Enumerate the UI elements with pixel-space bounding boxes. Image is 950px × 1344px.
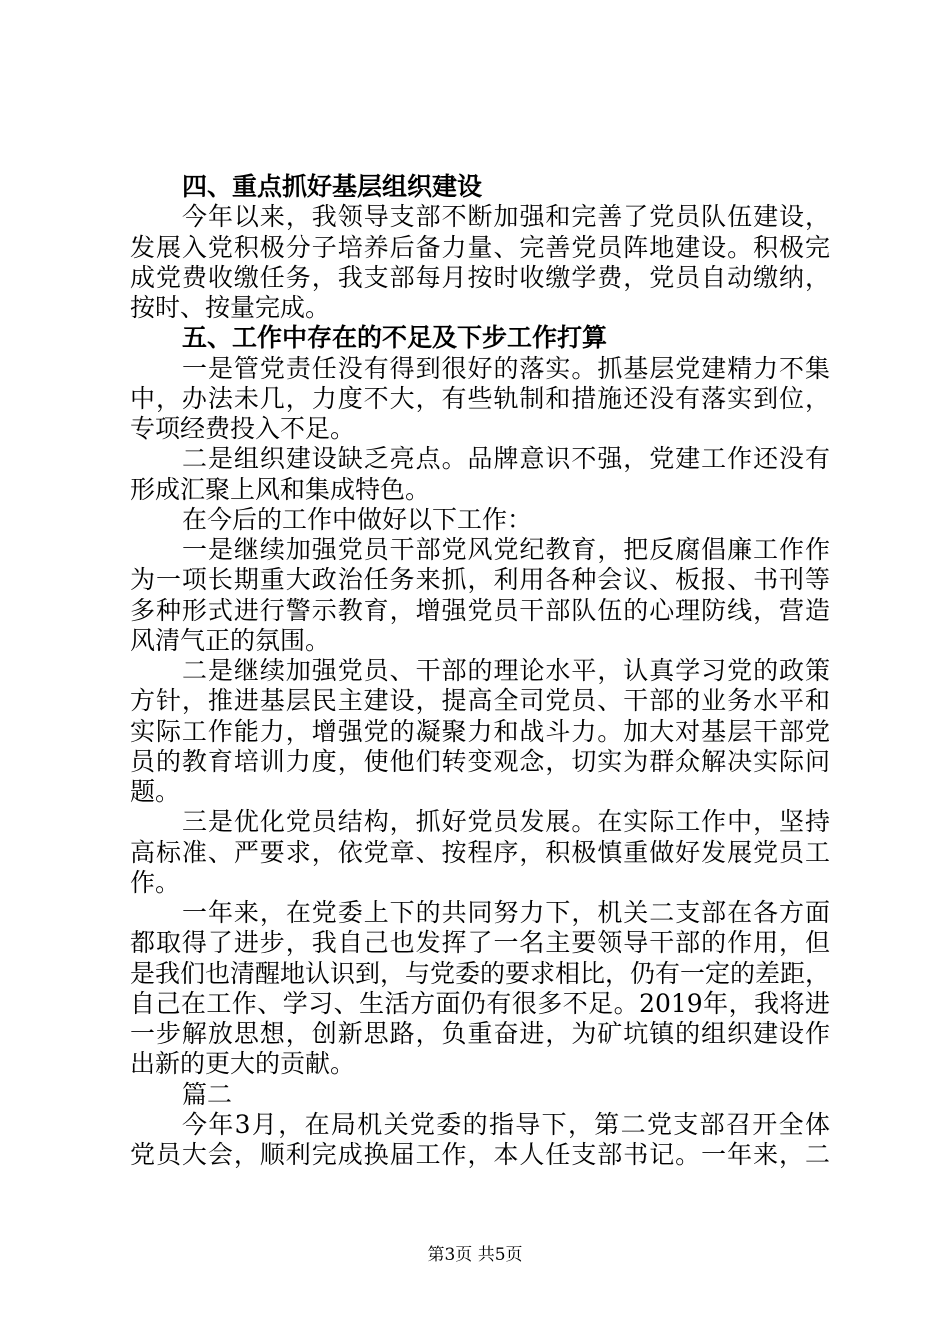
paragraph-line: 今年3月，在局机关党委的指导下，第二党支部召开全体	[182, 1110, 830, 1139]
paragraph-line: 一年来，在党委上下的共同努力下，机关二支部在各方面	[182, 898, 830, 927]
paragraph-line: 高标准、严要求，依党章、按程序，积极慎重做好发展党员工	[130, 838, 830, 867]
paragraph-line: 题。	[130, 777, 181, 806]
paragraph-line: 员的教育培训力度，使他们转变观念，切实为群众解决实际问	[130, 747, 830, 776]
paragraph-line: 一是继续加强党员干部党风党纪教育，把反腐倡廉工作作	[182, 535, 830, 564]
paragraph-line: 篇二	[182, 1080, 233, 1109]
paragraph-line: 二是组织建设缺乏亮点。品牌意识不强，党建工作还没有	[182, 444, 830, 473]
paragraph-line: 出新的更大的贡献。	[130, 1049, 356, 1078]
paragraph-line: 在今后的工作中做好以下工作：	[182, 505, 533, 534]
paragraph-line: 按时、按量完成。	[130, 293, 331, 322]
paragraph-line: 自己在工作、学习、生活方面仍有很多不足。2019年，我将进	[130, 989, 830, 1018]
paragraph-line: 方针，推进基层民主建设，提高全司党员、干部的业务水平和	[130, 686, 830, 715]
paragraph-line: 三是优化党员结构，抓好党员发展。在实际工作中，坚持	[182, 807, 830, 836]
paragraph-line: 实际工作能力，增强党的凝聚力和战斗力。加大对基层干部党	[130, 717, 830, 746]
section-heading: 五、工作中存在的不足及下步工作打算	[182, 323, 608, 352]
paragraph-line: 是我们也清醒地认识到，与党委的要求相比，仍有一定的差距，	[130, 959, 830, 988]
paragraph-line: 一是管党责任没有得到很好的落实。抓基层党建精力不集	[182, 354, 830, 383]
paragraph-line: 中，办法未几，力度不大，有些轨制和措施还没有落实到位，	[130, 384, 830, 413]
paragraph-line: 党员大会，顺利完成换届工作，本人任支部书记。一年来，二	[130, 1140, 830, 1169]
paragraph-line: 为一项长期重大政治任务来抓，利用各种会议、板报、书刊等	[130, 565, 830, 594]
paragraph-line: 风清气正的氛围。	[130, 626, 331, 655]
paragraph-line: 成党费收缴任务，我支部每月按时收缴学费，党员自动缴纳，	[130, 263, 830, 292]
paragraph-line: 形成汇聚上风和集成特色。	[130, 475, 431, 504]
section-heading: 四、重点抓好基层组织建设	[182, 172, 483, 201]
paragraph-line: 专项经费投入不足。	[130, 414, 356, 443]
paragraph-line: 二是继续加强党员、干部的理论水平，认真学习党的政策	[182, 656, 830, 685]
paragraph-line: 一步解放思想，创新思路，负重奋进，为矿坑镇的组织建设作	[130, 1019, 830, 1048]
paragraph-line: 发展入党积极分子培养后备力量、完善党员阵地建设。积极完	[130, 233, 830, 262]
paragraph-line: 作。	[130, 868, 181, 897]
page-number-footer: 第3页 共5页	[427, 1245, 523, 1265]
paragraph-line: 多种形式进行警示教育，增强党员干部队伍的心理防线，营造	[130, 596, 830, 625]
paragraph-line: 都取得了进步，我自己也发挥了一名主要领导干部的作用，但	[130, 928, 830, 957]
paragraph-line: 今年以来，我领导支部不断加强和完善了党员队伍建设，	[182, 202, 830, 231]
